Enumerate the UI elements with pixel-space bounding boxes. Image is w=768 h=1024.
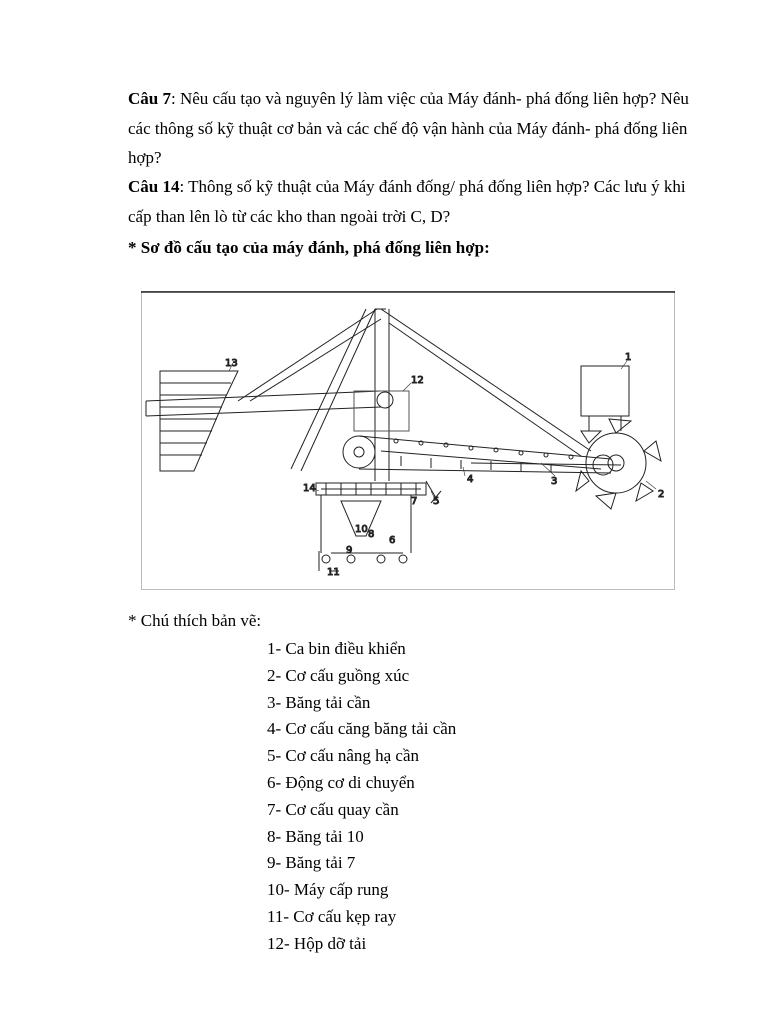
machine-diagram xyxy=(141,291,675,590)
label-5: 5 xyxy=(433,496,440,507)
label-2: 2 xyxy=(658,489,665,500)
bucket-wheel xyxy=(576,419,661,509)
legend-item: 6- Động cơ di chuyển xyxy=(267,772,415,792)
label-11: 11 xyxy=(327,567,340,578)
legend-item: 9- Băng tải 7 xyxy=(267,853,356,873)
legend-item: 2- Cơ cấu guồng xúc xyxy=(267,665,410,685)
question-14 xyxy=(128,172,708,231)
label-3: 3 xyxy=(551,476,558,487)
rear-arm xyxy=(146,309,381,416)
tower xyxy=(291,309,591,481)
slewing-platform xyxy=(316,481,441,503)
label-4: 4 xyxy=(467,474,474,485)
legend-item: 5- Cơ cấu nâng hạ cần xyxy=(267,746,420,766)
legend-item: 3- Băng tải cần xyxy=(267,692,371,712)
label-6: 6 xyxy=(389,535,396,546)
question-7-label: Câu 7 xyxy=(128,89,171,108)
diagram-heading: * Sơ đồ cấu tạo của máy đánh, phá đống liên hợp: xyxy=(128,238,490,257)
question-7-text: : Nêu cấu tạo và nguyên lý làm việc của Máy đánh- phá đống liên hợp? Nêu các thông số kỹ thuật cơ bản và các chế độ vận hành của Máy đánh- phá đống liên hợp? xyxy=(128,89,689,167)
operator-cabin xyxy=(581,366,629,431)
legend-list xyxy=(267,636,456,958)
machine-diagram-svg xyxy=(141,291,675,590)
label-9: 9 xyxy=(346,545,353,556)
label-1: 1 xyxy=(625,352,632,363)
label-13: 13 xyxy=(225,358,238,369)
legend-item: 8- Băng tải 10 xyxy=(267,826,364,846)
legend-item: 1- Ca bin điều khiển xyxy=(267,639,406,658)
question-7 xyxy=(128,84,708,173)
label-10: 10 xyxy=(355,524,368,535)
label-7: 7 xyxy=(411,496,418,507)
notes-title: * Chú thích bản vẽ: xyxy=(128,611,262,630)
legend-item: 4- Cơ cấu căng băng tải cần xyxy=(267,719,457,739)
legend-item: 7- Cơ cấu quay cần xyxy=(267,799,399,819)
label-12: 12 xyxy=(411,375,424,386)
legend-item: 11- Cơ cấu kẹp ray xyxy=(267,906,397,926)
counterweight xyxy=(160,371,238,471)
boom-conveyor xyxy=(343,436,621,475)
question-14-label: Câu 14 xyxy=(128,177,180,196)
legend-item: 10- Máy cấp rung xyxy=(267,880,389,900)
legend-item: 12- Hộp dỡ tải xyxy=(267,933,367,953)
label-8: 8 xyxy=(368,529,375,540)
label-14: 14 xyxy=(303,483,316,494)
question-14-text: : Thông số kỹ thuật của Máy đánh đống/ phá đống liên hợp? Các lưu ý khi cấp than lên lò từ các kho than ngoài trời C, D? xyxy=(128,177,686,226)
